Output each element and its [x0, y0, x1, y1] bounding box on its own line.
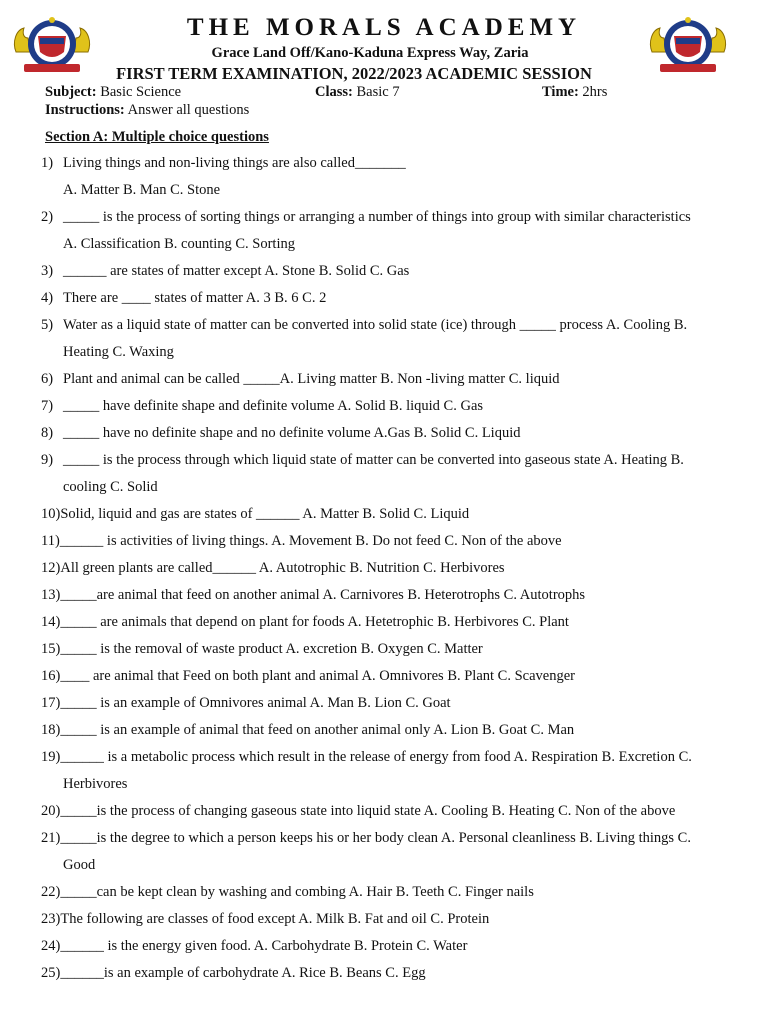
question-text: All green plants are called______ A. Autotrophic B. Nutrition C. Herbivores [60, 560, 505, 576]
question-item [41, 879, 741, 906]
question-item [41, 933, 741, 960]
question-item [41, 393, 741, 420]
question-item [41, 717, 741, 744]
question-text: The following are classes of food except A. Milk B. Fat and oil C. Protein [60, 911, 490, 927]
question-item [41, 609, 741, 636]
question-text: ____ are animal that Feed on both plant and animal A. Omnivores B. Plant C. Scavenger [60, 668, 575, 684]
question-item [41, 663, 741, 690]
question-options: cooling C. Solid [63, 479, 158, 495]
question-number: 11) [41, 533, 60, 549]
question-item [41, 258, 741, 285]
question-item [41, 906, 741, 933]
question-options: A. Classification B. counting C. Sorting [63, 236, 295, 252]
question-options: Herbivores [63, 776, 128, 792]
school-address: Grace Land Off/Kano-Kaduna Express Way, Zaria [211, 45, 529, 61]
question-text: _____can be kept clean by washing and combing A. Hair B. Teeth C. Finger nails [60, 884, 534, 900]
question-number: 8) [41, 425, 54, 441]
question-text: _____are animal that feed on another animal A. Carnivores B. Heterotrophs C. Autotrophs [60, 587, 586, 603]
exam-meta [45, 84, 725, 102]
question-item [41, 501, 741, 528]
question-number: 1) [41, 155, 54, 171]
question-number: 15) [41, 641, 61, 657]
question-item [41, 582, 741, 609]
question-item [41, 312, 741, 366]
question-text: Water as a liquid state of matter can be converted into solid state (ice) through _____ process A. Cooling B. [63, 317, 688, 333]
question-number: 17) [41, 695, 61, 711]
question-text: Plant and animal can be called _____A. Living matter B. Non -living matter C. liquid [63, 371, 560, 387]
question-text: ______ is a metabolic process which result in the release of energy from food A. Respiration B. Excretion C. [60, 749, 692, 765]
question-number: 19) [41, 749, 61, 765]
subject-label: Subject: [45, 84, 97, 100]
question-item [41, 204, 741, 258]
question-number: 21) [41, 830, 61, 846]
class-value: Basic 7 [356, 84, 400, 100]
question-item [41, 150, 741, 204]
question-text: _____ is the process through which liquid state of matter can be converted into gaseous state A. Heating B. [63, 452, 684, 468]
question-text: Solid, liquid and gas are states of ______ A. Matter B. Solid C. Liquid [60, 506, 470, 522]
question-text: _____is the degree to which a person keeps his or her body clean A. Personal cleanliness B. Living things C. [60, 830, 691, 846]
class-label: Class: [315, 84, 353, 100]
question-text: Living things and non-living things are also called_______ [63, 155, 406, 171]
question-number: 12) [41, 560, 61, 576]
question-item [41, 555, 741, 582]
question-item [41, 447, 741, 501]
instructions-label: Instructions: [45, 102, 125, 118]
time-value: 2hrs [582, 84, 608, 100]
time-label: Time: [542, 84, 579, 100]
question-item [41, 690, 741, 717]
school-name: THE MORALS ACADEMY [186, 14, 582, 41]
question-item [41, 636, 741, 663]
question-number: 16) [41, 668, 61, 684]
question-number: 9) [41, 452, 54, 468]
question-number: 3) [41, 263, 54, 279]
section-title: Section A: Multiple choice questions [45, 129, 269, 145]
question-item [41, 825, 741, 879]
subject-value: Basic Science [100, 84, 182, 100]
question-number: 23) [41, 911, 61, 927]
question-text: _____ is the process of sorting things or arranging a number of things into group with similar characteristics [63, 209, 691, 225]
question-text: _____ are animals that depend on plant for foods A. Hetetrophic B. Herbivores C. Plant [60, 614, 569, 630]
question-options: Heating C. Waxing [63, 344, 174, 360]
question-text: ______ are states of matter except A. Stone B. Solid C. Gas [63, 263, 410, 279]
question-text: _____is the process of changing gaseous state into liquid state A. Cooling B. Heating C. Non of the above [60, 803, 676, 819]
question-number: 5) [41, 317, 54, 333]
question-item [41, 285, 741, 312]
question-number: 22) [41, 884, 61, 900]
question-number: 7) [41, 398, 54, 414]
question-number: 2) [41, 209, 54, 225]
question-item [41, 744, 741, 798]
instructions [45, 102, 249, 119]
question-number: 14) [41, 614, 61, 630]
question-text: _____ have definite shape and definite volume A. Solid B. liquid C. Gas [63, 398, 484, 414]
question-item [41, 366, 741, 393]
question-item [41, 528, 741, 555]
question-text: There are ____ states of matter A. 3 B. 6 C. 2 [63, 290, 327, 306]
instructions-value: Answer all questions [127, 102, 250, 118]
question-text: ______ is the energy given food. A. Carbohydrate B. Protein C. Water [60, 938, 468, 954]
class-field [315, 84, 400, 101]
question-number: 24) [41, 938, 61, 954]
question-item [41, 798, 741, 825]
question-number: 18) [41, 722, 61, 738]
question-text: _____ is an example of Omnivores animal A. Man B. Lion C. Goat [60, 695, 451, 711]
question-number: 13) [41, 587, 61, 603]
question-text: ______is an example of carbohydrate A. Rice B. Beans C. Egg [60, 965, 426, 981]
question-options: Good [63, 857, 96, 873]
question-number: 25) [41, 965, 61, 981]
question-text: ______ is activities of living things. A. Movement B. Do not feed C. Non of the above [59, 533, 562, 549]
question-text: _____ have no definite shape and no definite volume A.Gas B. Solid C. Liquid [63, 425, 521, 441]
time-field [542, 84, 607, 101]
question-text: _____ is an example of animal that feed on another animal only A. Lion B. Goat C. Man [60, 722, 575, 738]
question-text: _____ is the removal of waste product A. excretion B. Oxygen C. Matter [60, 641, 483, 657]
question-number: 4) [41, 290, 54, 306]
question-number: 10) [41, 506, 61, 522]
question-item [41, 960, 741, 987]
question-number: 6) [41, 371, 54, 387]
question-list [41, 150, 741, 987]
subject-field [45, 84, 181, 101]
exam-title: FIRST TERM EXAMINATION, 2022/2023 ACADEMIC SESSION [116, 64, 592, 83]
question-options: A. Matter B. Man C. Stone [63, 182, 221, 198]
question-item [41, 420, 741, 447]
question-number: 20) [41, 803, 61, 819]
